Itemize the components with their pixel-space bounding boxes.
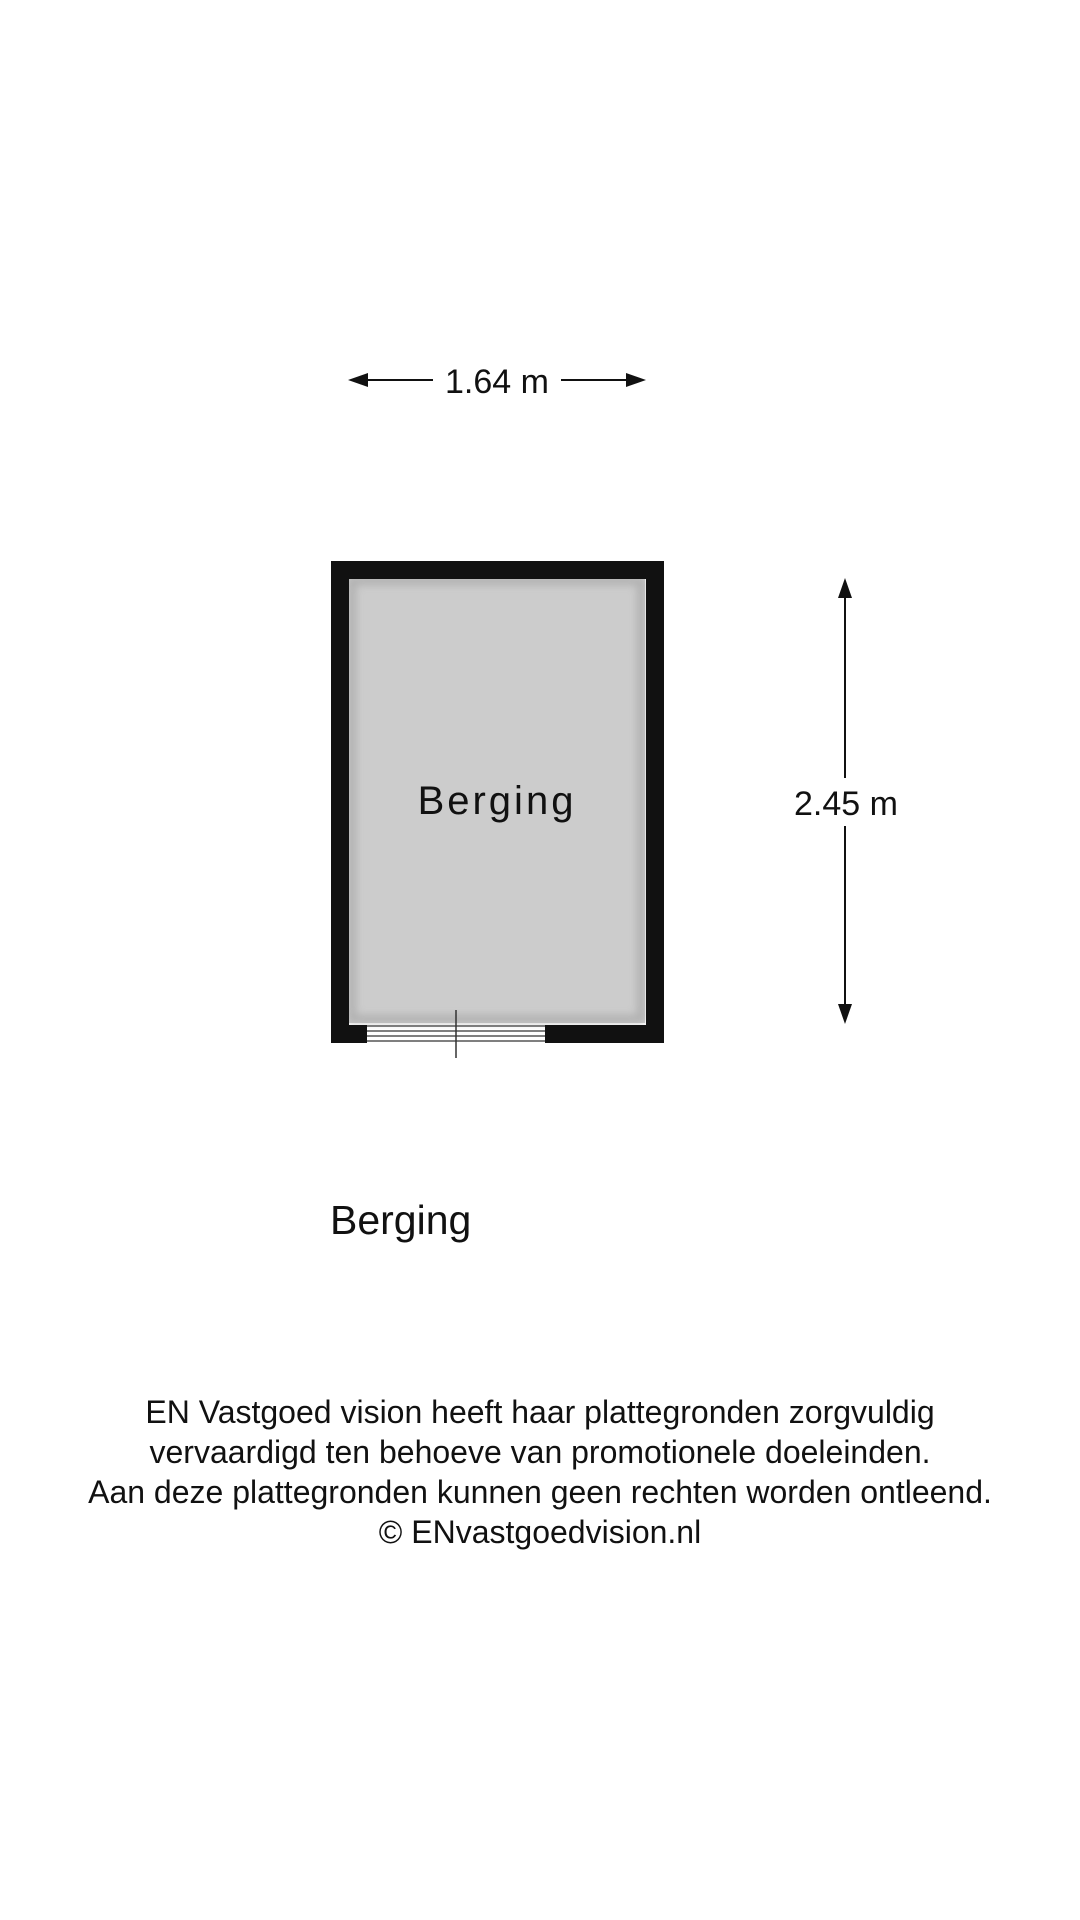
disclaimer-line: vervaardigd ten behoeve van promotionele doeleinden.: [149, 1434, 931, 1470]
height-arrow-bottom-head: [838, 1004, 852, 1024]
wall-top: [331, 561, 664, 579]
width-arrow-left-head: [348, 373, 368, 387]
height-dimension-label: 2.45 m: [794, 785, 898, 823]
copyright-line: © ENvastgoedvision.nl: [378, 1514, 702, 1550]
wall-right: [646, 561, 664, 1043]
disclaimer-line: EN Vastgoed vision heeft haar plattegronden zorgvuldig: [145, 1394, 935, 1430]
height-arrow-top-head: [838, 578, 852, 598]
width-arrow-right-head: [626, 373, 646, 387]
width-dimension-label: 1.64 m: [445, 363, 549, 401]
disclaimer-line: Aan deze plattegronden kunnen geen rechten worden ontleend.: [88, 1474, 992, 1510]
room-label: Berging: [417, 779, 577, 823]
floor-title: Berging: [330, 1197, 472, 1243]
room-berging: [331, 561, 664, 1058]
height-dimension: [794, 578, 898, 1024]
wall-bottom-right: [545, 1025, 664, 1043]
width-dimension: [348, 363, 646, 401]
wall-bottom-left: [331, 1025, 367, 1043]
wall-left: [331, 561, 349, 1043]
disclaimer: [0, 1392, 1080, 1552]
